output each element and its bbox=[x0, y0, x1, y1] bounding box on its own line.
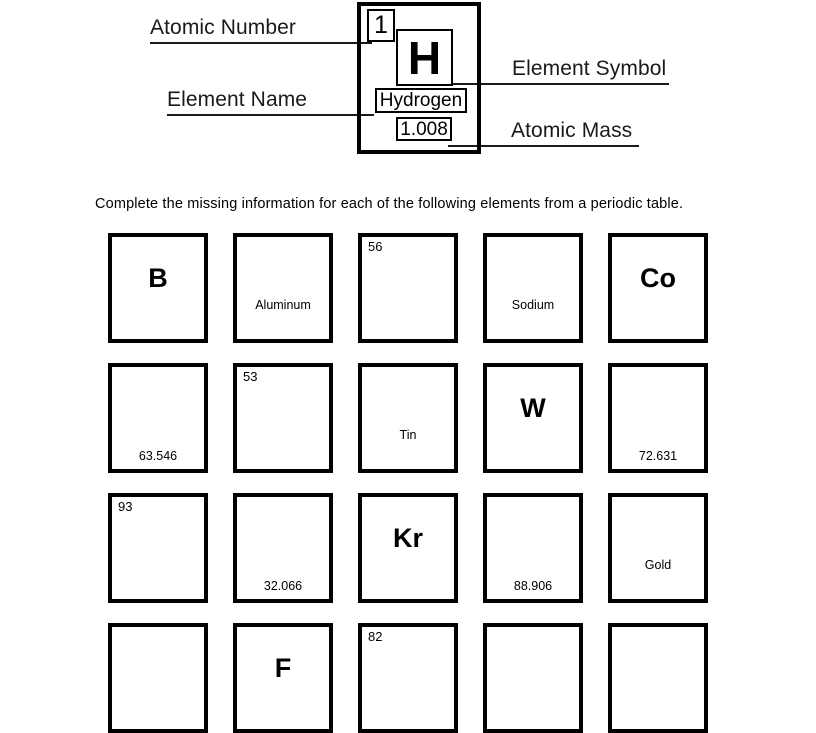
worksheet-instructions: Complete the missing information for each of the following elements from a periodic table. bbox=[95, 196, 684, 212]
element-name: Tin bbox=[399, 428, 417, 442]
element-box[interactable] bbox=[483, 363, 583, 473]
element-symbol: B bbox=[148, 263, 168, 293]
callout-label-element-symbol: Element Symbol bbox=[512, 57, 667, 80]
callout-label-atomic-mass: Atomic Mass bbox=[511, 119, 633, 142]
element-atomic-mass: 72.631 bbox=[638, 448, 678, 463]
element-atomic-mass: 88.906 bbox=[513, 578, 553, 593]
element-box[interactable] bbox=[608, 233, 708, 343]
key-atomic-mass-box: 1.008 bbox=[396, 117, 452, 141]
element-box[interactable] bbox=[233, 233, 333, 343]
element-box[interactable] bbox=[483, 493, 583, 603]
element-box[interactable] bbox=[358, 623, 458, 733]
element-box[interactable] bbox=[108, 493, 208, 603]
element-atomic-mass: 32.066 bbox=[263, 578, 303, 593]
element-name: Sodium bbox=[511, 298, 555, 312]
element-box[interactable] bbox=[108, 233, 208, 343]
element-box[interactable] bbox=[108, 623, 208, 733]
element-symbol: W bbox=[520, 393, 546, 423]
element-symbol: Kr bbox=[392, 523, 423, 553]
element-box[interactable] bbox=[608, 493, 708, 603]
element-box[interactable] bbox=[358, 363, 458, 473]
callout-label-atomic-number: Atomic Number bbox=[150, 16, 297, 39]
element-atomic-number: 56 bbox=[368, 239, 383, 254]
element-box[interactable] bbox=[483, 623, 583, 733]
key-element-name-box: Hydrogen bbox=[375, 88, 467, 113]
element-symbol: Co bbox=[640, 263, 676, 293]
key-element-symbol-box: H bbox=[396, 29, 453, 86]
element-symbol: F bbox=[274, 653, 292, 683]
element-atomic-number: 82 bbox=[368, 629, 383, 644]
element-box[interactable] bbox=[608, 623, 708, 733]
callout-label-element-name: Element Name bbox=[167, 88, 308, 111]
element-box[interactable] bbox=[483, 233, 583, 343]
element-box[interactable] bbox=[108, 363, 208, 473]
element-name: Aluminum bbox=[255, 298, 311, 312]
leader-line-element-symbol bbox=[452, 83, 669, 85]
element-box[interactable] bbox=[233, 623, 333, 733]
element-box[interactable] bbox=[608, 363, 708, 473]
element-atomic-mass: 63.546 bbox=[138, 448, 178, 463]
leader-line-element-name bbox=[167, 114, 374, 116]
element-box[interactable] bbox=[358, 233, 458, 343]
element-atomic-number: 93 bbox=[118, 499, 133, 514]
key-atomic-number-box: 1 bbox=[367, 9, 395, 42]
element-box[interactable] bbox=[358, 493, 458, 603]
element-atomic-number: 53 bbox=[243, 369, 258, 384]
leader-line-atomic-number bbox=[150, 42, 372, 44]
element-box[interactable] bbox=[233, 493, 333, 603]
element-name: Gold bbox=[644, 558, 672, 572]
element-box[interactable] bbox=[233, 363, 333, 473]
